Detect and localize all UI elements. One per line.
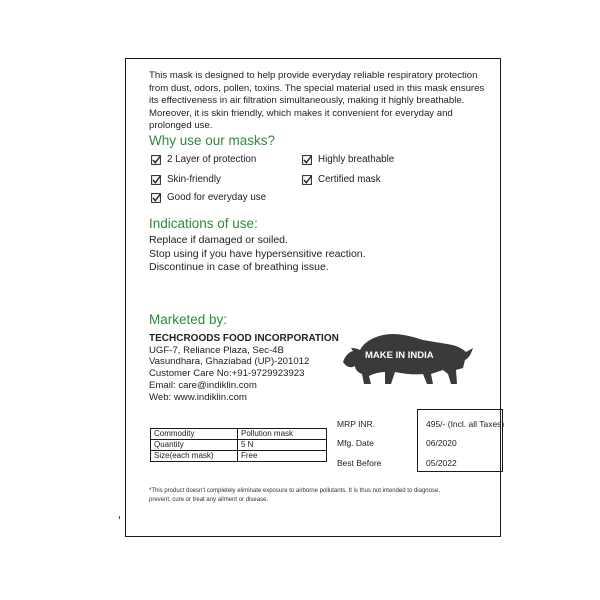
checkbox-checked-icon bbox=[151, 193, 161, 203]
disclaimer-text: *This product doesn't completely eliminate exposure to airborne pollutants. It is thus not intended to diagnose, prevent, cure or treat any ailment or disease. bbox=[149, 488, 440, 503]
logo-text: MAKE IN INDIA bbox=[365, 350, 434, 361]
best-before-value: 05/2022 bbox=[426, 458, 457, 468]
indication-line: Discontinue in case of breathing issue. bbox=[149, 261, 329, 273]
table-row bbox=[151, 440, 327, 451]
table-cell: Free bbox=[238, 451, 327, 462]
feature-item bbox=[151, 154, 256, 166]
feature-label: Skin-friendly bbox=[167, 174, 221, 185]
address-line-1: UGF-7, Reliance Plaza, Sec-4B bbox=[149, 344, 284, 356]
feature-label: Highly breathable bbox=[318, 154, 395, 165]
why-heading: Why use our masks? bbox=[149, 133, 276, 148]
email-text: Email: care@indiklin.com bbox=[149, 379, 257, 391]
table-cell: Size(each mask) bbox=[151, 451, 238, 462]
mfg-value: 06/2020 bbox=[426, 438, 457, 448]
checkbox-checked-icon bbox=[151, 175, 161, 185]
checkbox-checked-icon bbox=[151, 155, 161, 165]
feature-item bbox=[302, 174, 381, 186]
print-mark bbox=[119, 516, 120, 519]
indication-line: Stop using if you have hypersensitive reaction. bbox=[149, 247, 366, 260]
intro-paragraph: This mask is designed to help provide everyday reliable respiratory protection from dust, odors, pollen, toxins. The special material used in this mask ensures its effectiveness in air filtration simultaneously, making it highly breathable. Moreover, it is skin friendly, which makes it convenient for everyday and prolonged use. bbox=[149, 70, 485, 132]
table-cell: 5 N bbox=[238, 440, 327, 451]
marketed-heading: Marketed by: bbox=[149, 312, 228, 327]
feature-item bbox=[302, 154, 394, 166]
best-before-label: Best Before bbox=[337, 458, 382, 468]
mfg-label: Mfg. Date bbox=[337, 438, 374, 448]
indications-heading: Indications of use: bbox=[149, 216, 258, 231]
make-in-india-lion-logo bbox=[335, 322, 475, 392]
feature-item bbox=[151, 174, 221, 186]
customer-care: Customer Care No:+91-9729923923 bbox=[149, 368, 305, 380]
mrp-label: MRP INR. bbox=[337, 419, 376, 429]
web-text: Web: www.indiklin.com bbox=[149, 391, 247, 403]
table-cell: Pollution mask bbox=[238, 429, 327, 440]
table-cell: Commodity bbox=[151, 429, 238, 440]
indication-line: Replace if damaged or soiled. bbox=[149, 234, 288, 246]
indications-list bbox=[149, 234, 366, 275]
checkbox-checked-icon bbox=[302, 175, 312, 185]
feature-label: 2 Layer of protection bbox=[167, 154, 257, 165]
feature-label: Certified mask bbox=[318, 174, 381, 185]
spec-table bbox=[150, 428, 327, 462]
pricing-box bbox=[417, 409, 503, 472]
table-row bbox=[151, 451, 327, 462]
mrp-value: 495/- (Incl. all Taxes) bbox=[426, 419, 505, 429]
feature-item bbox=[151, 192, 266, 204]
table-cell: Quantity bbox=[151, 440, 238, 451]
feature-label: Good for everyday use bbox=[167, 192, 267, 203]
table-row bbox=[151, 429, 327, 440]
marketer-address bbox=[149, 333, 339, 403]
checkbox-checked-icon bbox=[302, 155, 312, 165]
company-name: TECHCROODS FOOD INCORPORATION bbox=[149, 333, 339, 344]
address-line-2: Vasundhara, Ghaziabad (UP)-201012 bbox=[149, 356, 310, 368]
